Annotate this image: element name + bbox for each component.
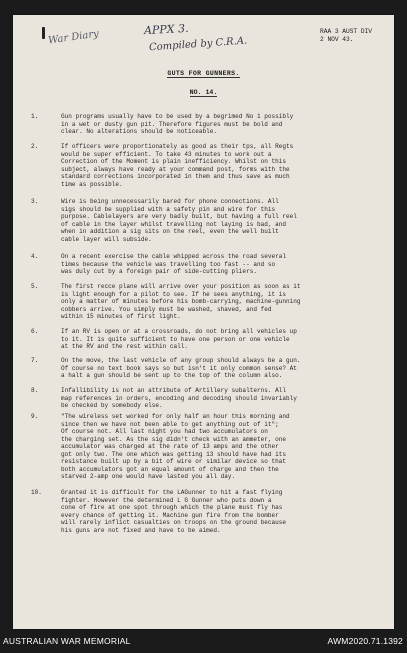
paragraph-number: 2. — [31, 143, 39, 150]
paragraph-text: If officers were proportionately as good as their tps, all Regts would be super efficient. To take 43 minutes to work out a Correction of the Moment is plain inefficiency. Whilst on this subject, always have ready at your command post, forms with the standard corrections incorporated in them and thus save as much time as possible. — [61, 143, 294, 188]
document-number — [13, 89, 394, 96]
handwritten-compiled-note: Compiled by C.R.A. — [148, 35, 248, 54]
paragraph-number: 9. — [31, 413, 39, 420]
paragraph-number: 7. — [31, 357, 39, 364]
paragraph-number: 8. — [31, 387, 39, 394]
paragraph-text: "The wireless set worked for only half an hour this morning and since then we have not been able to get anything out of it"; Of course not. All last night you had two accumulators on the charging set. As the sig didn't check with an ammeter, one accumulator was charged at the rate of 13 amps and the other got only two. The one which was getting 13 should have had its resistance built up by a bit of wire or similar device so that both accumulators got an equal amount of charge and then the starved 2-amp one would have lasted you all day. — [61, 413, 290, 480]
paragraph-7 — [31, 357, 376, 380]
title-text: GUTS FOR GUNNERS. — [167, 70, 240, 77]
handwritten-war-diary-note: War Diary — [47, 28, 100, 47]
header-unit: RAA 3 AUST DIV — [320, 28, 372, 35]
paragraph-number: 3. — [31, 198, 39, 205]
paragraph-number: 1. — [31, 113, 39, 120]
archive-caption: AUSTRALIAN WAR MEMORIAL — [3, 636, 131, 646]
paragraph-text: On the move, the last vehicle of any group should always be a gun. Of course no text book says so but isn't it only common sense? At a halt a gun should be sent up to the top of the column also. — [61, 357, 301, 379]
paragraph-8 — [31, 387, 376, 410]
paragraph-9 — [31, 413, 376, 481]
paragraph-text: The first recce plane will arrive over your position as soon as it is light enough for a pilot to see. If he sees anything, it is only a matter of minutes before his bomb-carrying, machine-gunning cobbers arrive. You simply must be washed, shaved, and fed within 15 minutes of first light. — [61, 283, 301, 320]
paragraph-text: Granted it is difficult for the LAGunner to hit a fast flying fighter. However the determined L G Gunner who puts down a cone of fire at one spot through which the plane must fly has every chance of getting it. Machine gun fire from the bomber will rarely inflict casualties on troops on the ground because his guns are not fixed and have to be aimed. — [61, 489, 286, 534]
document-page — [13, 15, 394, 629]
handwritten-appendix-note: APPX 3. — [143, 21, 189, 38]
paragraph-text: Wire is being unnecessarily bared for phone connections. All sigs should be supplied with a safety pin and wire for this purpose. Cablelayers are very badly built, but having a full reel of cable in the layer whilst travelling not laying is bad, and when in addition a sig sits on the reel, even the well built cable layer will subside. — [61, 198, 297, 243]
paragraph-number: 4. — [31, 253, 39, 260]
paragraph-3 — [31, 198, 376, 243]
paragraph-number: 6. — [31, 328, 39, 335]
paragraph-5 — [31, 283, 376, 321]
paragraph-text: If an RV is open or at a crossroads, do not bring all vehicles up to it. It is quite sufficient to have one person or one vehicle at the RV and the rest within call. — [61, 328, 297, 350]
staple-mark — [42, 27, 45, 39]
header-date: 2 NOV 43. — [320, 36, 354, 43]
archive-accession-number: AWM2020.71.1392 — [327, 636, 403, 646]
paragraph-1 — [31, 113, 376, 136]
paragraph-2 — [31, 143, 376, 188]
number-text: NO. 14. — [189, 89, 218, 96]
paragraph-number: 10. — [31, 489, 42, 496]
paragraph-text: Gun programs usually have to be used by a begrimed No 1 possibly in a wet or dusty gun pit. Therefore figures must be bold and clear. No alterations should be noticeable. — [61, 113, 294, 135]
paragraph-text: On a recent exercise the cable whipped across the road several times because the vehicle was travelling too fast -- and so was duly cut by a foreign pair of side-cutting pliers. — [61, 253, 286, 275]
paragraph-4 — [31, 253, 376, 276]
paragraph-number: 5. — [31, 283, 39, 290]
document-title — [13, 70, 394, 77]
paragraph-10 — [31, 489, 376, 534]
document-header — [320, 28, 372, 44]
paragraph-text: Infallibility is not an attribute of Artillery subalterns. All map references in orders, encoding and decoding should invariably be checked by somebody else. — [61, 387, 297, 409]
paragraph-6 — [31, 328, 376, 351]
